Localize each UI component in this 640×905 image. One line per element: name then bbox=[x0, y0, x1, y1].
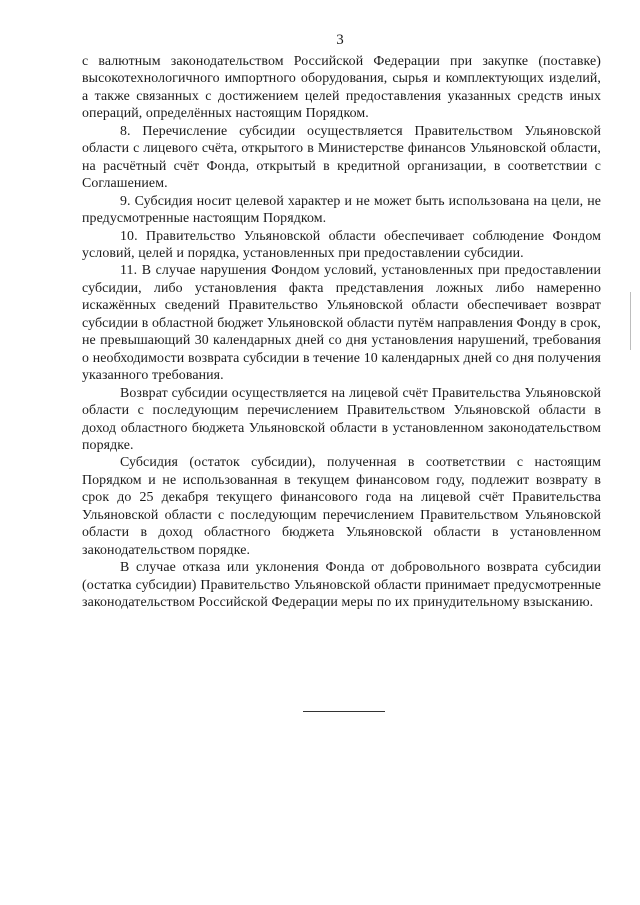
paragraph-enforcement: В случае отказа или уклонения Фонда от добровольного возврата субсидии (остатка субсидии) Правительство Ульяновской области принимает предусмотренные законодательством Российской Федерации меры по их принудительному взысканию. bbox=[82, 560, 601, 611]
paragraph-refund-account: Возврат субсидии осуществляется на лицевой счёт Правительства Ульяновской области с последующим перечислением Правительством Ульяновской области в доход областного бюджета Ульяновской области в установленном законодательством порядке. bbox=[82, 385, 601, 453]
paragraph-clause-9: 9. Субсидия носит целевой характер и не может быть использована на цели, не предусмотренные настоящим Порядком. bbox=[82, 193, 601, 227]
document-body bbox=[82, 53, 601, 612]
paragraph-clause-10: 10. Правительство Ульяновской области обеспечивает соблюдение Фондом условий, целей и порядка, установленных при предоставлении субсидии. bbox=[82, 228, 601, 261]
page-number: 3 bbox=[336, 32, 344, 48]
paragraph-unused-balance: Субсидия (остаток субсидии), полученная в соответствии с настоящим Порядком и не использованная в текущем финансовом году, подлежит возврату в срок до 25 декабря текущего финансового года на лицевой счёт Правительства Ульяновской области с последующим перечислением Правительством Ульяновской области в доход областного бюджета Ульяновской области в установленном законодательством порядке. bbox=[82, 455, 601, 558]
paragraph-clause-11: 11. В случае нарушения Фондом условий, установленных при предоставлении субсидии, либо установления факта представления ложных либо намеренно искажённых сведений Правительство Ульяновской области обеспечивает возврат субсидии в областной бюджет Ульяновской области путём направления Фонду в срок, не превышающий 30 календарных дней со дня установления нарушений, требования о необходимости возврата субсидии в течение 10 календарных дней со дня получения указанного требования. bbox=[82, 263, 601, 384]
paragraph-continuation: с валютным законодательством Российской Федерации при закупке (поставке) высокотехнологичного импортного оборудования, сырья и комплектующих изделий, а также связанных с достижением целей предоставления указанных средств иных операций, определённых настоящим Порядком. bbox=[82, 54, 601, 122]
paragraph-clause-8: 8. Перечисление субсидии осуществляется Правительством Ульяновской области с лицевого счёта, открытого в Министерстве финансов Ульяновской области, на расчётный счёт Фонда, открытый в кредитной организации, в соответствии с Соглашением. bbox=[82, 123, 601, 192]
scan-edge-mark bbox=[630, 292, 631, 350]
end-separator-line bbox=[303, 711, 385, 712]
